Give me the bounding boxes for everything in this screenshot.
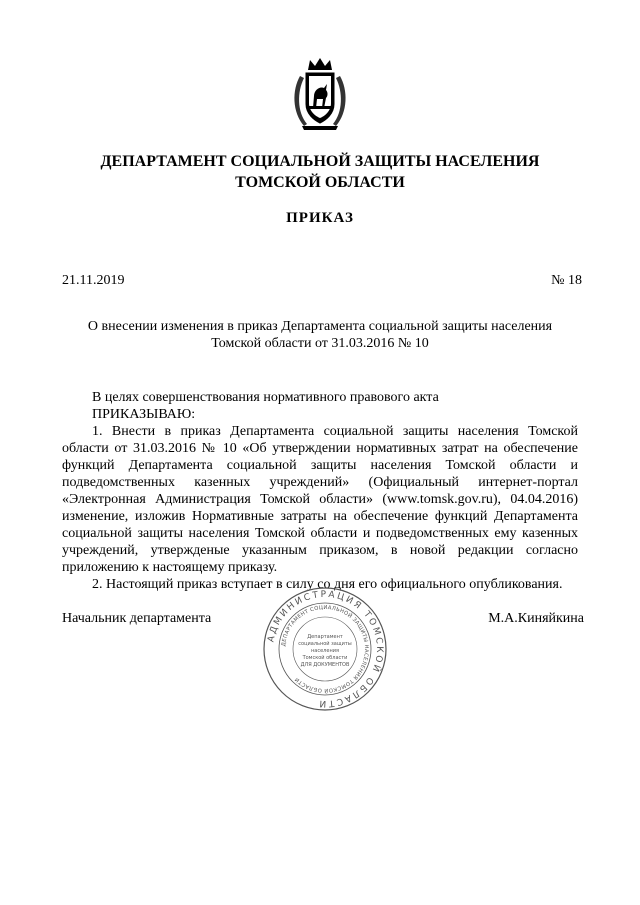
- organization-line-1: ДЕПАРТАМЕНТ СОЦИАЛЬНОЙ ЗАЩИТЫ НАСЕЛЕНИЯ: [100, 153, 540, 170]
- signatory-name: М.А.Киняйкина: [488, 611, 584, 626]
- coat-of-arms-icon: [290, 56, 350, 132]
- document-date: 21.11.2019: [62, 273, 125, 288]
- organization-line-2: ТОМСКОЙ ОБЛАСТИ: [235, 174, 405, 191]
- seal-inner-text: ДЕПАРТАМЕНТ СОЦИАЛЬНОЙ ЗАЩИТЫ НАСЕЛЕНИЯ ТОМСКОЙ ОБЛАСТИ: [281, 604, 370, 694]
- seal-center-line-5: ДЛЯ ДОКУМЕНТОВ: [300, 662, 350, 668]
- document-number: № 18: [551, 273, 582, 288]
- seal-outer-text: АДМИНИСТРАЦИЯ ТОМСКОЙ ОБЛАСТИ: [266, 589, 385, 709]
- seal-center-line-3: населения: [311, 648, 339, 654]
- order-item-2: 2. Настоящий приказ вступает в силу со дня его официального опубликования.: [92, 577, 563, 592]
- document-type: ПРИКАЗ: [286, 210, 354, 226]
- order-word: ПРИКАЗЫВАЮ:: [92, 407, 196, 422]
- document-body: [62, 389, 578, 593]
- order-item-1: 1. Внести в приказ Департамента социальной защиты населения Томской области от 31.03.2016 № 10 «Об утверждении нормативных затрат на обеспечение функций Департамента социальной защиты населения Томской области и подведомственных казенных учреждений» (Официальный интернет-портал «Электронная Администрация Томской области» (www.tomsk.gov.ru), 04.04.2016) изменение, изложив Нормативные затраты на обеспечение функций Департамента социальной защиты населения Томской области и подведомственных ему казенных учреждений, утвержденые указанным приказом, в новой редакции согласно приложению к настоящему приказу.: [62, 424, 578, 575]
- document-subject: [0, 318, 640, 352]
- preamble: В целях совершенствования нормативного правового акта: [92, 390, 439, 405]
- subject-line-2: Томской области от 31.03.2016 № 10: [211, 336, 429, 351]
- seal-center-line-2: социальной защиты: [298, 641, 352, 647]
- round-seal-stamp: [262, 586, 388, 712]
- seal-center-line-4: Томской области: [302, 655, 348, 661]
- subject-line-1: О внесении изменения в приказ Департамента социальной защиты населения: [87, 319, 553, 334]
- seal-center-line-1: Департамент: [307, 634, 343, 640]
- organization-name: [0, 151, 640, 193]
- signatory-position: Начальник департамента: [62, 611, 212, 626]
